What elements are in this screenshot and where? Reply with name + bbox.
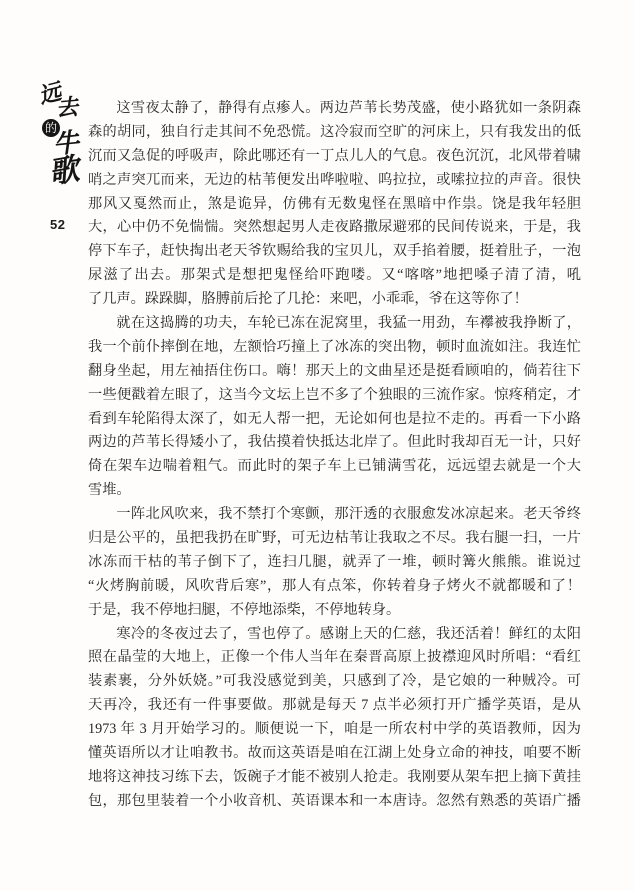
paragraph-3 [88, 503, 581, 622]
paragraph-2 [88, 312, 581, 503]
text-line: 寒冷的冬夜过去了，雪也停了。感谢上天的仁慈，我还活着！鲜红的太阳 [116, 625, 581, 642]
logo-char: 去 [54, 94, 80, 121]
book-title-logo [36, 78, 90, 194]
logo-char: 远 [36, 78, 64, 109]
text-line: 1973 年 3 月开始学习的。顺便说一下，咱是一所农村中学的英语教师，因为 [88, 721, 581, 738]
page-number: 52 [50, 217, 66, 232]
text-line: 地将这神技习练下去，饭碗子才能不被别人抢走。我刚要从架车把上摘下黄挂 [88, 768, 581, 785]
text-line: 包，那包里装着一个小收音机、英语课本和一本唐诗。忽然有熟悉的英语广播 [88, 792, 581, 809]
text-line: 那风又戛然而止，煞是诡异，仿佛有无数鬼怪在黑暗中作祟。饶是我年轻胆 [88, 195, 581, 212]
text-line: 哨之声突兀而来，无边的枯苇便发出哗啦啦、呜拉拉，或嗦拉拉的声音。很快 [88, 171, 581, 188]
text-line: 天再冷，我还有一件事要做。那就是每天 7 点半必须打开广播学英语，是从 [88, 697, 581, 714]
text-line: 森的胡同，独自行走其间不免恐慌。这冷寂而空旷的河床上，只有我发出的低 [88, 123, 581, 140]
logo-char-circled: 的 [42, 119, 60, 137]
paragraph-1 [88, 97, 581, 312]
text-line: “火烤胸前暖，风吹背后寒”，那人有点笨，你转着身子烤火不就都暖和了！ [88, 577, 581, 594]
text-line: 一阵北风吹来，我不禁打个寒颤，那汗透的衣服愈发冰凉起来。老天爷终 [116, 506, 581, 523]
text-line: 雪堆。 [88, 482, 131, 499]
text-line: 停下车子，赶快掏出老天爷钦赐给我的宝贝儿，双手掐着腰，挺着肚子，一泡 [88, 243, 581, 260]
logo-char: 牛 [51, 127, 81, 160]
text-line: 于是，我不停地扫腿，不停地添柴，不停地转身。 [88, 601, 401, 618]
text-line: 就在这捣腾的功夫，车轮已冻在泥窝里，我猛一用劲，车襻被我挣断了， [116, 315, 581, 332]
text-line: 懂英语所以才让咱教书。故而这英语是咱在江湖上处身立命的神技，咱要不断 [88, 745, 581, 762]
text-line: 装素裹，分外妖娆。”可我没感觉到美，只感到了冷，是它娘的一种贼冷。可 [88, 673, 581, 690]
text-line: 两边的芦苇长得矮小了，我估摸着快抵达北岸了。但此时我却百无一计，只好 [88, 434, 581, 451]
text-line: 这雪夜太静了，静得有点瘆人。两边芦苇长势茂盛，使小路犹如一条阴森 [116, 100, 581, 116]
text-line: 我一个前仆摔倒在地，左额恰巧撞上了冰冻的突出物，顿时血流如注。我连忙 [88, 338, 581, 355]
text-line: 翻身坐起，用左袖捂住伤口。嗨！那天上的文曲星还是挺看顾咱的，倘若往下 [88, 362, 581, 379]
paragraph-4 [88, 623, 581, 814]
text-line: 尿滋了出去。那架式是想把鬼怪给吓跑喽。又“喀喀”地把嗓子清了清，吼 [88, 267, 581, 284]
logo-char: 歌 [46, 152, 82, 191]
text-line: 照在晶莹的大地上，正像一个伟人当年在秦晋高原上披襟迎风时所唱：“看红 [88, 649, 581, 666]
text-line: 沉而又急促的呼吸声，除此哪还有一丁点儿人的气息。夜色沉沉，北风带着啸 [88, 147, 581, 164]
text-line: 大，心中仍不免惴惴。突然想起男人走夜路撒尿避邪的民间传说来，于是，我 [88, 219, 581, 236]
text-line: 一些便戳着左眼了，这当今文坛上岂不多了个独眼的三流作家。惊疼稍定，才 [88, 386, 581, 403]
text-line: 倚在架车边喘着粗气。而此时的架子车上已铺满雪花，远远望去就是一个大 [88, 458, 581, 475]
text-line: 冰冻而干枯的苇子倒下了，连扫几腿，就弄了一堆，顿时篝火熊熊。谁说过 [88, 553, 581, 570]
body-text [88, 97, 581, 814]
text-line: 归是公平的，虽把我扔在旷野，可无边枯苇让我取之不尽。我右腿一扫，一片 [88, 530, 581, 547]
text-line: 看到车轮陷得太深了，如无人帮一把，无论如何也是拉不走的。再看一下小路 [88, 410, 581, 427]
text-line: 了几声。跺跺脚，胳膊前后抡了几抡：来吧，小乖乖，爷在这等你了！ [88, 291, 528, 308]
